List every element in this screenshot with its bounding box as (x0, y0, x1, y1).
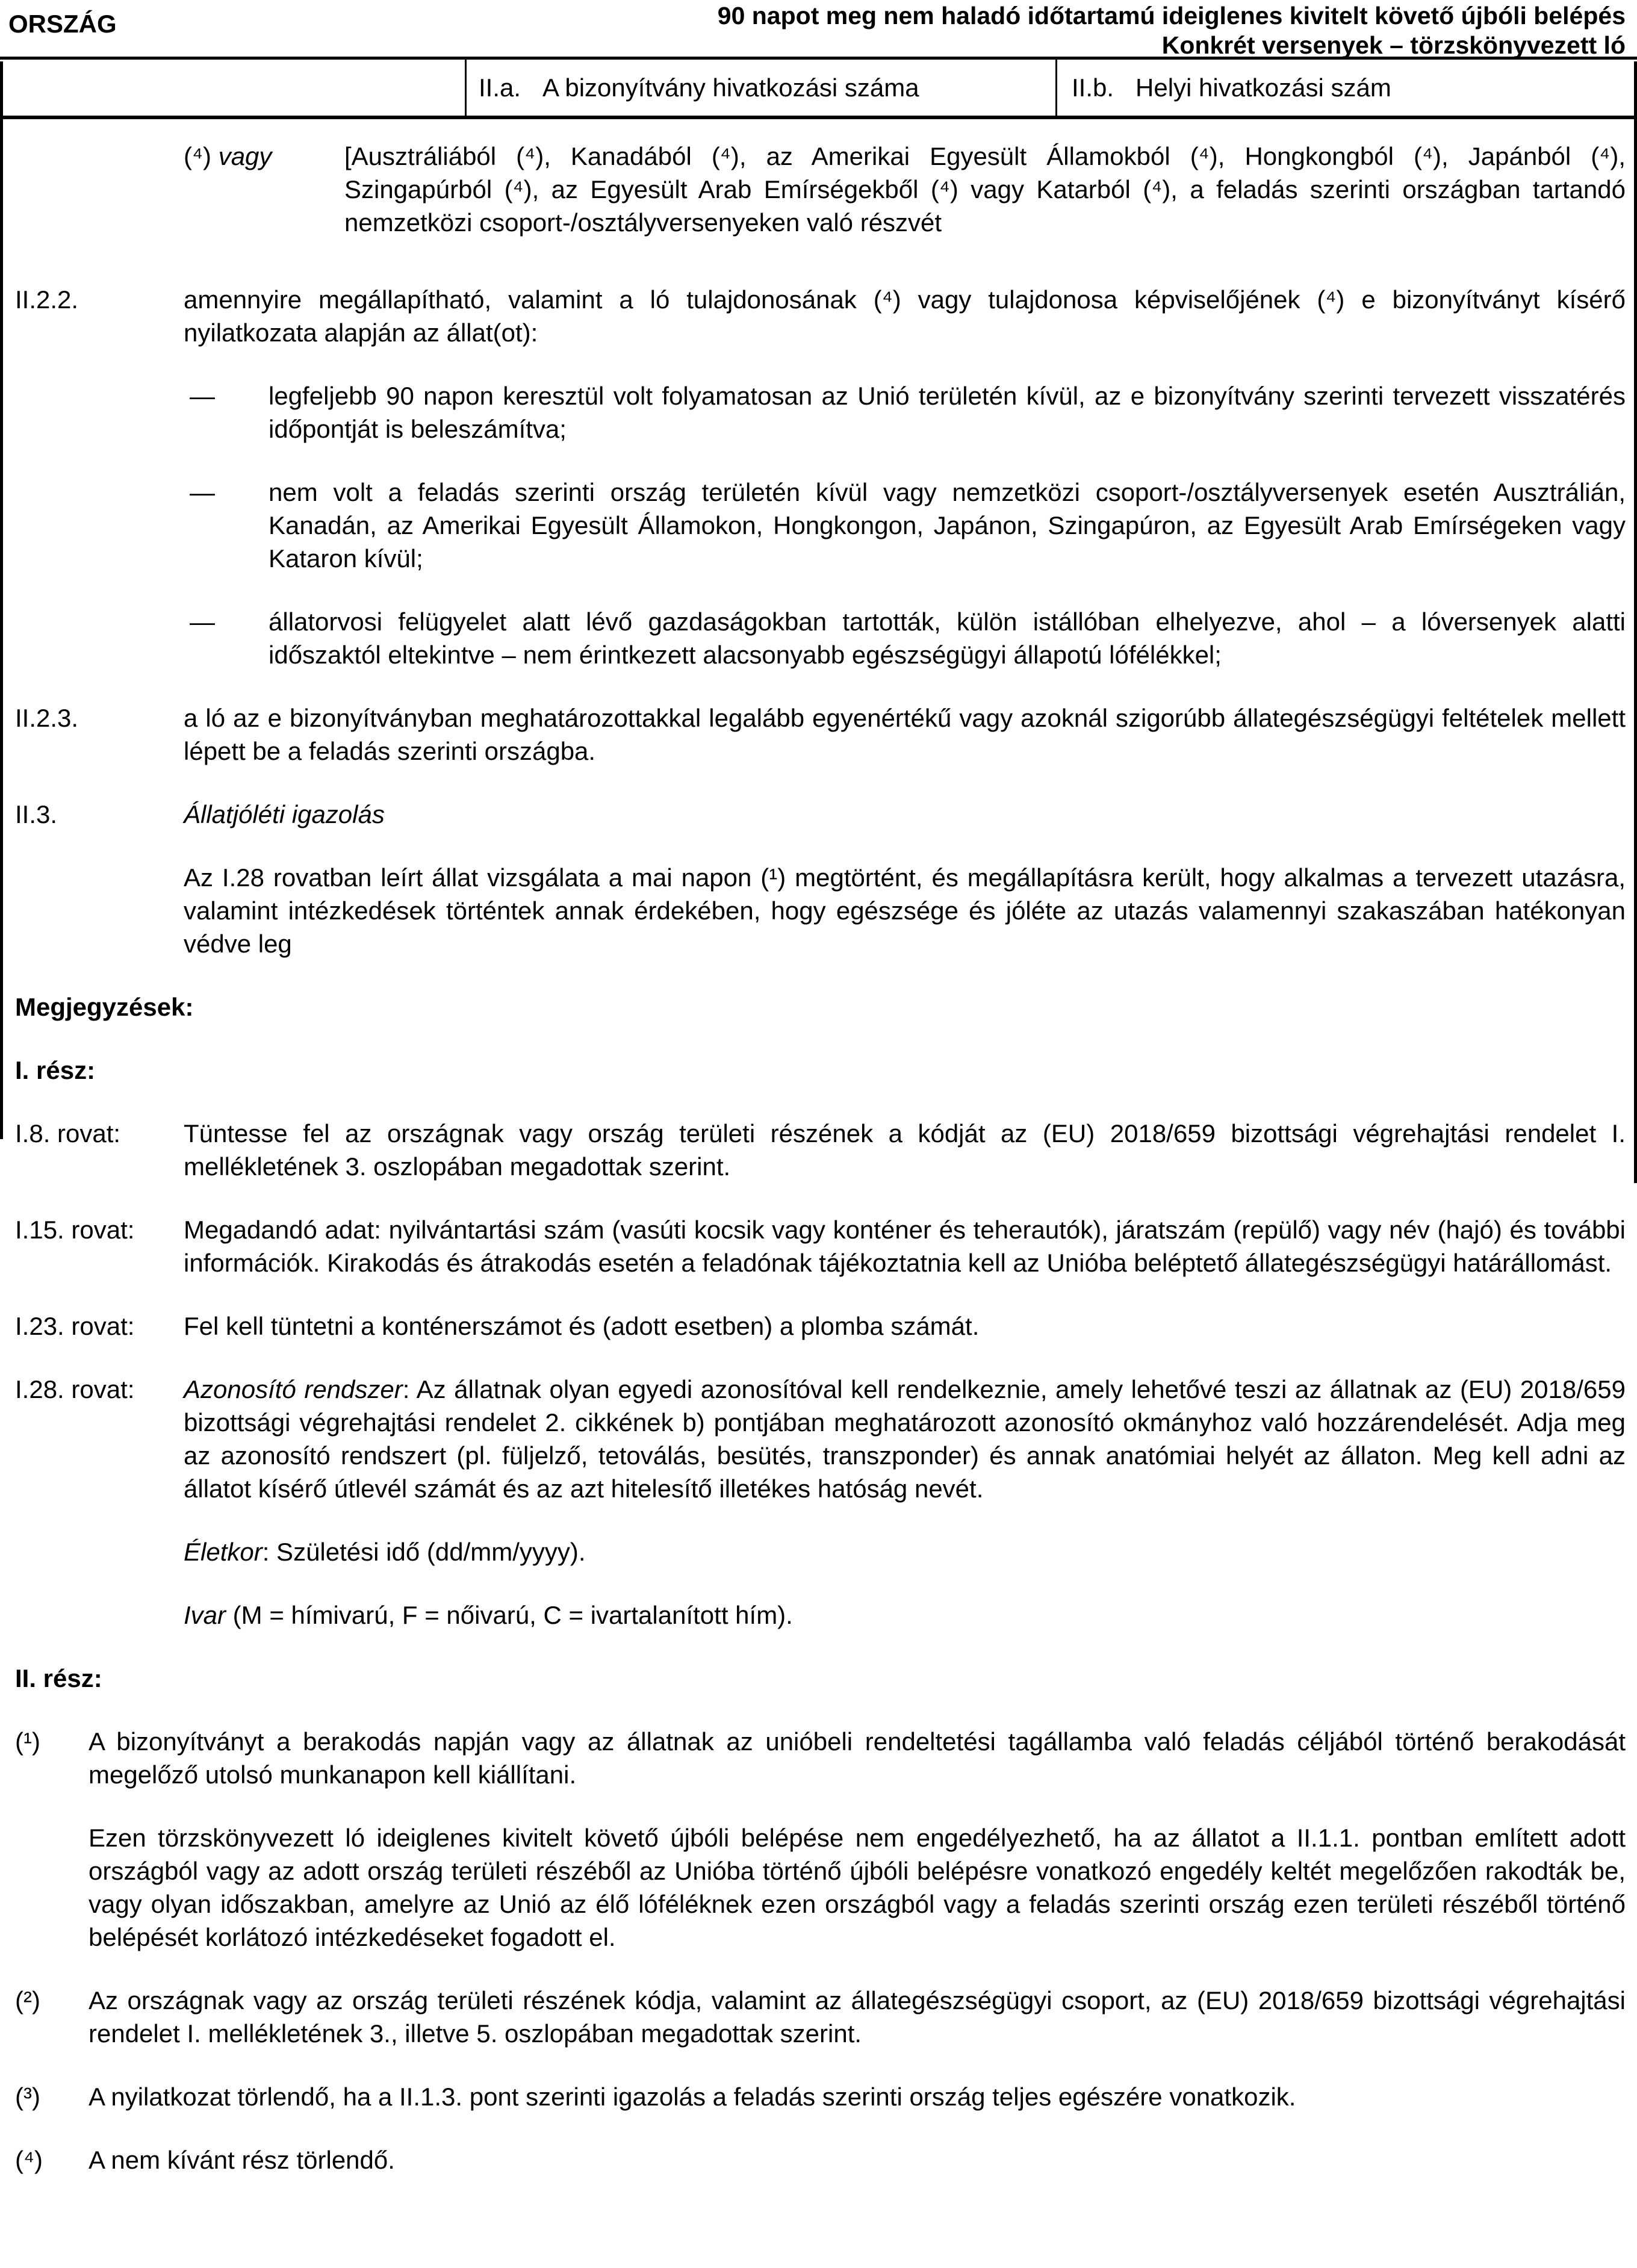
local-reference-code: II.b. (1072, 73, 1114, 102)
certificate-body (0, 140, 1637, 2176)
bullet-row-3 (15, 605, 1626, 671)
footnote-2-label: (²) (15, 1986, 40, 2015)
eletkor-text (184, 1535, 1626, 1568)
bullet-dash-icon: — (190, 382, 215, 410)
bullet-row-2 (15, 476, 1626, 575)
page-left-border (0, 61, 3, 1139)
attestation-text: Az I.28 rovatban leírt állat vizsgálata a mai napon (¹) megtörtént, és megállapításra került, hogy alkalmas a tervezett utazásra, valamint intézkedések történtek annak érdekében, hogy egészsége és jóléte az utazás valamennyi szakaszában hatékonyan védve leg (184, 863, 1626, 958)
footnote-1 (15, 1725, 1626, 1954)
ivar-text (184, 1598, 1626, 1632)
eletkor-rest: : Születési idő (dd/mm/yyyy). (262, 1538, 586, 1566)
footnote-3-label: (³) (15, 2083, 40, 2111)
rovat-i28-label: I.28. rovat: (15, 1375, 135, 1403)
footnote-ref-4: (⁴) (184, 142, 212, 170)
rovat-i8-text: Tüntesse fel az országnak vagy ország területi részének a kódját az (EU) 2018/659 bizottsági végrehajtási rendelet I. mellékletének 3. oszlopában megadottak szerint. (184, 1119, 1626, 1181)
footnote-4-text: A nem kívánt rész törlendő. (89, 2146, 395, 2174)
rovat-i28-text (184, 1373, 1626, 1505)
attestation-row (15, 861, 1626, 960)
rovat-i15-text: Megadandó adat: nyilvántartási szám (vasúti kocsik vagy konténer és teherautók), járatszám (repülő) vagy név (hajó) és további információk. Kirakodás és átrakodás esetén a feladónak tájékoztatnia kell az Unióba beléptető állategészségügyi határállomást. (184, 1216, 1626, 1277)
footnote-3-text: A nyilatkozat törlendő, ha a II.1.3. pont szerinti igazolás a feladás szerinti ország teljes egészére vonatkozik. (89, 2083, 1296, 2111)
clause-ii22-number: II.2.2. (15, 285, 79, 314)
clause-ii22-text: amennyire megállapítható, valamint a ló tulajdonosának (⁴) vagy tulajdonosa képviselőjének (⁴) e bizonyítványt kísérő nyilatkozata alapján az állat(ot): (184, 285, 1626, 347)
bullet-dash-icon: — (190, 607, 215, 636)
reference-table-blank-cell (0, 60, 465, 116)
country-label: ORSZÁG (8, 10, 117, 38)
rovat-i28-lead: Azonosító rendszer (184, 1375, 403, 1403)
document-title-line2: Konkrét versenyek – törzskönyvezett ló (1161, 31, 1626, 59)
label-spacer (15, 379, 184, 446)
rovat-i8-label: I.8. rovat: (15, 1119, 121, 1148)
rovat-i23-row (15, 1310, 1626, 1343)
footnote-1-para1: A bizonyítványt a berakodás napján vagy az állatnak az unióbeli rendeltetési tagállamba való feladás céljából történő berakodását megelőző utolsó munkanapon kell kiállítani. (89, 1727, 1626, 1789)
certificate-reference-code: II.a. (479, 73, 521, 102)
label-spacer (15, 1598, 184, 1632)
label-spacer (15, 861, 184, 960)
page-header (0, 0, 1637, 57)
ivar-row (15, 1598, 1626, 1632)
vagy-option-body (184, 140, 1626, 239)
footnote-2-text: Az országnak vagy az ország területi részének kódja, valamint az állategészségügyi csoport, az (EU) 2018/659 bizottsági végrehajtási rendelet I. mellékletének 3., illetve 5. oszlopában megadottak szerint. (89, 1986, 1626, 2048)
eletkor-lead: Életkor (184, 1538, 262, 1566)
rovat-i23-label: I.23. rovat: (15, 1312, 135, 1340)
label-spacer (15, 140, 184, 239)
vagy-option-label (184, 140, 344, 239)
rovat-i15-row (15, 1213, 1626, 1279)
label-spacer (15, 605, 184, 671)
document-title-line1: 90 napot meg nem haladó időtartamú ideiglenes kivitelt követő újbóli belépés (717, 2, 1626, 30)
footnote-1-label: (¹) (15, 1727, 40, 1756)
clause-ii23-number: II.2.3. (15, 704, 79, 732)
eletkor-row (15, 1535, 1626, 1568)
vagy-option-text: [Ausztráliából (⁴), Kanadából (⁴), az Amerikai Egyesült Államokból (⁴), Hongkongból (⁴), Japánból (⁴), Szingapúrból (⁴), az Egyesült Arab Emírségekből (⁴) vagy Katarból (⁴), a feladás szerinti országban tartandó nemzetközi csoport-/osztályversenyeken való részvét (344, 142, 1626, 237)
notes-heading: Megjegyzések: (15, 993, 194, 1021)
rovat-i23-text: Fel kell tüntetni a konténerszámot és (adott esetben) a plomba számát. (184, 1312, 980, 1340)
bullet-row-1 (15, 379, 1626, 446)
footnote-4-label: (⁴) (15, 2146, 43, 2174)
label-spacer (15, 1535, 184, 1568)
footnote-3 (15, 2080, 1626, 2113)
clause-ii22-row (15, 283, 1626, 349)
clause-ii3-title: Állatjóléti igazolás (184, 800, 385, 828)
rovat-i8-row (15, 1117, 1626, 1183)
part1-heading: I. rész: (15, 1056, 96, 1084)
local-reference-cell (1057, 60, 1637, 116)
bullet-1-text: legfeljebb 90 napon keresztül volt folyamatosan az Unió területén kívül, az e bizonyítvány szerinti tervezett visszatérés időpontját is beleszámítva; (269, 382, 1626, 443)
bullet-3-text: állatorvosi felügyelet alatt lévő gazdaságokban tartották, külön istállóban elhelyezve, ahol – a lóversenyek alatti időszaktól eltekintve – nem érintkezett alacsonyabb egészségügyi állapotú lófélékkel; (269, 607, 1626, 669)
rovat-i28-row (15, 1373, 1626, 1505)
rovat-i15-label: I.15. rovat: (15, 1216, 135, 1244)
footnote-2 (15, 1984, 1626, 2050)
certificate-reference-label: A bizonyítvány hivatkozási száma (542, 73, 919, 102)
bullet-dash-icon: — (190, 478, 215, 506)
vagy-option-row (15, 140, 1626, 239)
clause-ii3-row (15, 798, 1626, 831)
ivar-lead: Ivar (184, 1601, 226, 1629)
certificate-reference-cell (465, 60, 1057, 116)
clause-ii3-number: II.3. (15, 800, 58, 828)
clause-ii23-row (15, 701, 1626, 768)
page-right-border (1634, 61, 1637, 1183)
document-title (0, 0, 1637, 60)
bullet-2-text: nem volt a feladás szerinti ország területén kívül vagy nemzetközi csoport-/osztályversenyek esetén Ausztrálián, Kanadán, az Amerikai Egyesült Államokon, Hongkongon, Japánon, Szingapúron, az Egyesült Arab Emírségeken vagy Kataron kívül; (269, 478, 1626, 573)
clause-ii23-text: a ló az e bizonyítványban meghatározottakkal legalább egyenértékű vagy azoknál szigorúbb állategészségügyi feltételek mellett lépett be a feladás szerinti országba. (184, 704, 1626, 765)
reference-number-table (0, 57, 1637, 119)
label-spacer (15, 476, 184, 575)
local-reference-label: Helyi hivatkozási szám (1135, 73, 1391, 102)
vagy-word: vagy (218, 142, 272, 170)
footnote-1-para2: Ezen törzskönyvezett ló ideiglenes kivitelt követő újbóli belépése nem engedélyezhető, ha az állatot a II.1.1. pontban említett adott országból vagy az adott ország területi részéből az Unióba történő újbóli belépésre vonatkozó engedély keltét megelőzően rakodták be, vagy olyan időszakban, amelyre az Unió az élő lóféléknek ezen országból vagy a feladás szerinti ország ezen területi részéből történő belépését korlátozó intézkedéseket fogadott el. (89, 1824, 1626, 1951)
part2-heading: II. rész: (15, 1664, 102, 1692)
footnote-4 (15, 2143, 1626, 2176)
ivar-rest: (M = hímivarú, F = nőivarú, C = ivartalanított hím). (226, 1601, 793, 1629)
rovat-i28-rest: : Az állatnak olyan egyedi azonosítóval kell rendelkeznie, amely lehetővé teszi az állatnak az (EU) 2018/659 bizottsági végrehajtási rendelet 2. cikkének b) pontjában meghatározott azonosító okmányhoz való hozzárendelését. Adja meg az azonosító rendszert (pl. füljelző, tetoválás, besütés, transzponder) és annak anatómiai helyét az állaton. Meg kell adni az állatot kísérő útlevél számát és az azt hitelesítő illetékes hatóság nevét. (184, 1375, 1626, 1503)
